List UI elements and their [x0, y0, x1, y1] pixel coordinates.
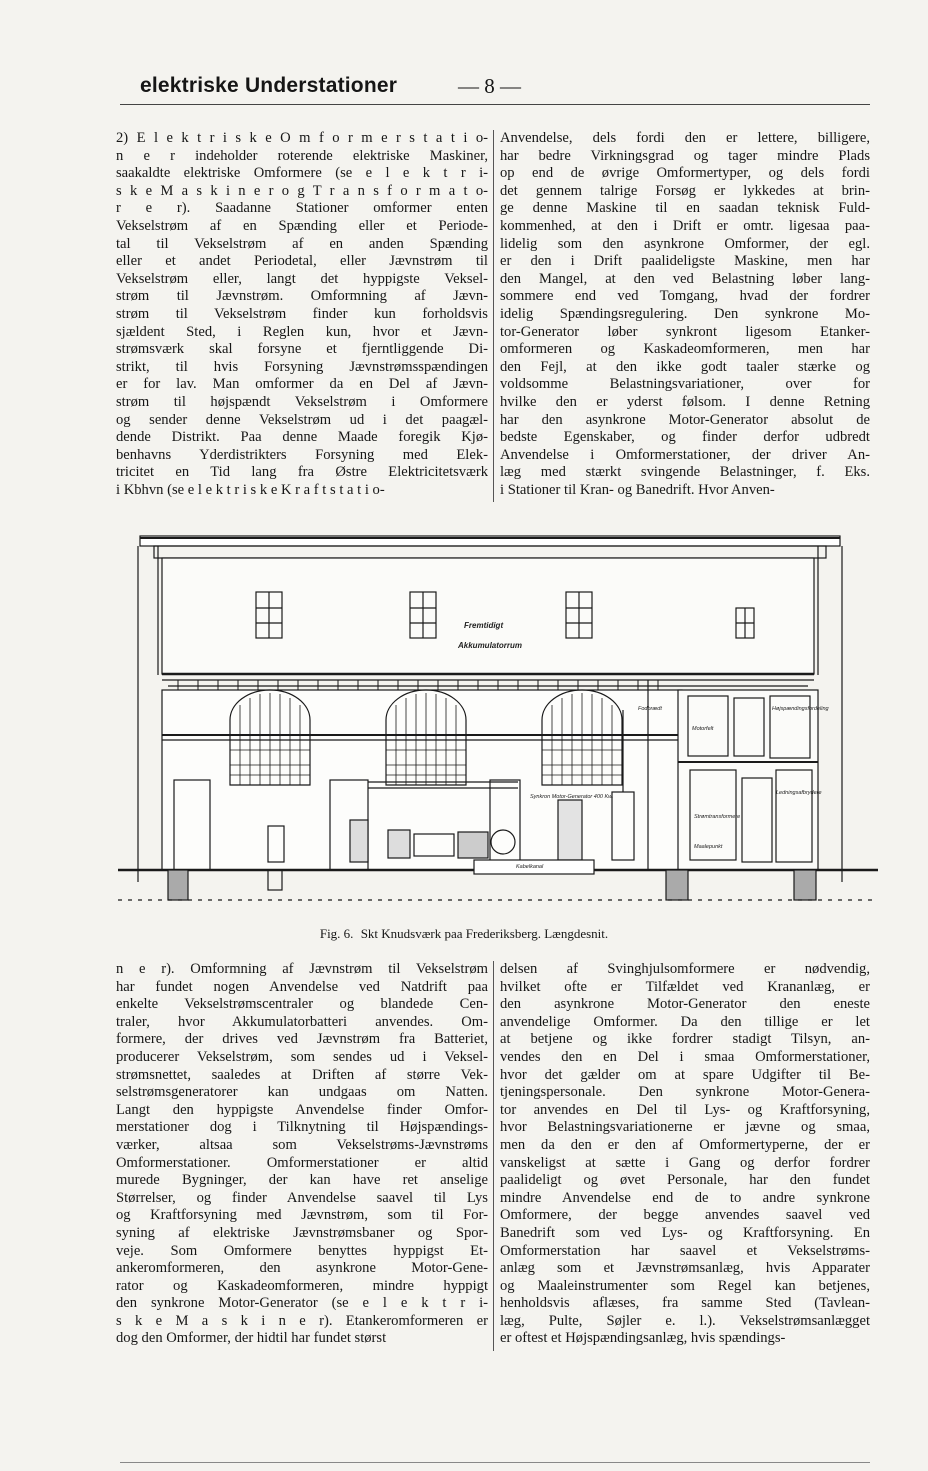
top-right-column-line: læg med stærkt svingende Belastninger, f. Eks.: [500, 464, 870, 481]
figure-caption-text: Skt Knudsværk paa Frederiksberg. Længdesnit.: [360, 926, 609, 941]
figure-number: Fig. 6.: [319, 926, 354, 941]
top-right-column-line: har den asynkrone Motor-Generator absolut de: [500, 411, 870, 428]
bottom-left-column-line: ankeromformeren, den asynkrone Motor-Gene-: [116, 1260, 488, 1277]
bottom-left-column-line: rator og Kaskadeomformeren, mindre hyppigt: [116, 1277, 488, 1294]
switchgear-section: [678, 690, 818, 870]
page-header: [0, 72, 928, 102]
bottom-left-column-line: veje. Som Omformere benyttes hyppigst Et-: [116, 1242, 488, 1259]
top-left-column-line: n e r indeholder roterende elektriske Maskiner,: [116, 147, 488, 164]
bottom-right-column-line: delsen af Svinghjulsomformere er nødvendig,: [500, 961, 870, 977]
bottom-right-column-line: anvendelige Omformer. Da den tillige er let: [500, 1013, 870, 1030]
top-left-column-line: strøm til Vekselstrøm finder kun forholdsvis: [116, 305, 488, 322]
bottom-right-column-line: mindre Anvendelse end de to andre synkrone: [500, 1189, 870, 1206]
top-left-column-line: tal til Vekselstrøm af en anden Spænding: [116, 235, 488, 252]
top-left-column-line: strømsværk skal forsyne et fjerntliggende Di-: [116, 341, 488, 358]
top-left-column-line: s k e M a s k i n e r o g T r a n s f o r m a t o-: [116, 182, 488, 199]
top-left-column-line: Vekselstrøm eller, langt det hyppigste Veksel-: [116, 270, 488, 287]
bottom-left-column-line: har fundet nogen Anvendelse ved Natdrift paa: [116, 978, 488, 995]
top-right-column-line: voldsomme Belastningsvariationer, over for: [500, 376, 870, 393]
bottom-right-column-line: Omformere, der begge anvendes saavel ved: [500, 1207, 870, 1224]
top-left-column-line: tricitet en Tid lang fra Østre Elektricitetsværk: [116, 464, 488, 481]
top-right-column-line: kommenhed, at den i Drift er omtr. ligesaa paa-: [500, 217, 870, 234]
label-motor-generator: Synkron Motor-Generator 400 Kw.: [530, 794, 614, 800]
page-number: — 8 —: [458, 74, 521, 98]
top-left-column-line: strikt, til hvis Forsyning Jævnstrømsspændingen: [116, 358, 488, 375]
bottom-right-column-line: paalideligt og øvet Personale, har den fundet: [500, 1172, 870, 1189]
bottom-right-column-line: og Maaleinstrumenter som Regel kan betjenes,: [500, 1277, 870, 1294]
bottom-right-column-line: tjeningspersonale. Den synkrone Motor-Genera-: [500, 1084, 870, 1101]
bottom-right-column-line: er oftest et Højspændingsanlæg, hvis spændings-: [500, 1330, 786, 1347]
top-right-column-line: Anvendelse, dels fordi den er lettere, billigere,: [500, 130, 870, 146]
bottom-left-column-line: og Kraftforsyning med Jævnstrøm, som til For-: [116, 1207, 488, 1224]
top-right-column-line: bedste Egenskaber, og finder derfor udbredt: [500, 429, 870, 446]
top-left-column-line: eller et andet Periodetal, eller Jævnstrøm til: [116, 253, 488, 270]
label-motorfelt: Motorfelt: [692, 726, 714, 732]
top-left-column-line: strøm til Jævnstrøm. Omformning af Jævn-: [116, 288, 488, 305]
top-left-column-line: og sender denne Vekselstrøm ud i det paagæl-: [116, 411, 488, 428]
top-right-column-line: den Fejl, at den ikke godt taaler stærke og: [500, 358, 870, 375]
top-left-column-line: saakaldte elektriske Omformere (se e l e k t r i-: [116, 165, 488, 182]
bottom-rule: [120, 1462, 870, 1463]
column-divider-bottom: [493, 961, 494, 1351]
top-left-column-line: er for lav. Man omformer da en Del af Jævn-: [116, 376, 488, 393]
top-left-column-line: Vekselstrøm af en Spænding eller et Periode-: [116, 217, 488, 234]
top-right-column-line: Anvendelse i Omformerstationer, der driver An-: [500, 446, 870, 463]
bottom-right-column-line: Omformerstation har saavel et Vekselstrøms-: [500, 1242, 870, 1259]
top-left-column-line: benhavns Yderdistrikters Forsyning med Elek-: [116, 446, 488, 463]
bottom-left-column-line: traler, hvor Akkumulatorbatteri anvendes. Om-: [116, 1013, 488, 1030]
top-left-column: [116, 130, 488, 499]
bottom-left-column-line: producerer Vekselstrøm, som sendes ud i Veksel-: [116, 1048, 488, 1065]
bottom-left-column-line: n e r). Omformning af Jævnstrøm til Vekselstrøm: [116, 961, 488, 977]
building-section-drawing: [118, 530, 878, 922]
bottom-right-column-line: tor anvendes en Del til Lys- og Kraftforsyning,: [500, 1101, 870, 1118]
top-right-column-line: omformeren og Kaskadeomformeren, men har: [500, 341, 870, 358]
top-left-column-line: i Kbhvn (se e l e k t r i s k e K r a f t s t a t i o-: [116, 481, 385, 498]
bottom-right-column-line: anlæg som et Jævnstrømsanlæg, hvis Apparater: [500, 1260, 870, 1277]
figure-longitudinal-section: [118, 530, 878, 922]
bottom-left-column: [116, 961, 488, 1348]
figure-caption: [0, 926, 928, 942]
bottom-left-column-line: værker, altsaa som Vekselstrøms-Jævnstrøms: [116, 1136, 488, 1153]
bottom-right-column-line: hvor det gælder om at spare Udgifter til Be-: [500, 1066, 870, 1083]
bottom-left-column-line: enkelte Vekselstrømscentraler og blandede Cen-: [116, 996, 488, 1013]
label-cable-channel: Kabelkanal: [516, 864, 544, 870]
bottom-left-column-line: den synkrone Motor-Generator (se e l e k t r i-: [116, 1295, 488, 1312]
top-right-column-line: har bedre Virkningsgrad og tager mindre Plads: [500, 147, 870, 164]
running-title: elektriske Understationer: [140, 74, 398, 97]
top-left-column-line: dende Distrikt. Paa denne Maade foregik Kjø-: [116, 429, 488, 446]
top-right-column-line: lidelig som den asynkrone Omformer, der egl.: [500, 235, 870, 252]
label-future: Fremtidigt: [464, 621, 504, 630]
bottom-left-column-line: selstrømsgeneratorer kan undgaas om Natten.: [116, 1084, 488, 1101]
bottom-right-column: [500, 961, 870, 1348]
column-divider-top: [493, 130, 494, 502]
label-accumulator-room: Akkumulatorrum: [458, 641, 523, 650]
top-left-column-line: strøm til højspændt Vekselstrøm i Omformere: [116, 393, 488, 410]
top-right-column-line: tor-Generator løber synkront ligesom Etanker-: [500, 323, 870, 340]
bottom-left-column-line: dog den Omformer, der hidtil har fundet størst: [116, 1330, 387, 1347]
label-stromtransformere: Strømtransformere: [694, 814, 741, 820]
top-right-column-line: det gennem talrige Forsøg er lykkedes at brin-: [500, 182, 870, 199]
top-left-column-line: sjældent Sted, i Reglen kun, hvor et Jævn-: [116, 323, 488, 340]
bottom-left-column-line: strømsnettet, saaledes at Driften af større Vek-: [116, 1066, 488, 1083]
bottom-left-column-line: s k e M a s k i n e r). Etankeromformeren er: [116, 1312, 488, 1329]
bottom-left-column-line: merstationer dog i Tilknytning til Højspændings-: [116, 1119, 488, 1136]
bottom-right-column-line: henholdsvis aflæses, fra samme Sted (Tavlean-: [500, 1295, 870, 1312]
top-right-column-line: den Mangel, at den ved Belastning løber lang-: [500, 270, 870, 287]
bottom-right-column-line: Banedrift som ved Lys- og Kraftforsyning. En: [500, 1224, 870, 1241]
top-right-column-line: idelig Spændingsregulering. Den synkrone Mo-: [500, 305, 870, 322]
bottom-right-column-line: at betjene og ikke fordrer stadigt Tilsyn, an-: [500, 1031, 870, 1048]
top-left-column-line: 2) E l e k t r i s k e O m f o r m e r s t a t i o-: [116, 130, 488, 146]
bottom-right-column-line: læg, Pulte, Søjler e. l.). Vekselstrømsanlægget: [500, 1312, 870, 1329]
bottom-left-column-line: Omformerstationer. Omformerstationer er altid: [116, 1154, 488, 1171]
bottom-right-column-line: den asynkrone Motor-Generator den eneste: [500, 996, 870, 1013]
bottom-right-column-line: hvor Belastningsvariationerne er jævne og smaa,: [500, 1119, 870, 1136]
bottom-right-column-line: hvilket ofte er Tilfældet ved Krananlæg, er: [500, 978, 870, 995]
label-fodbraedt: Fodbrædt: [638, 706, 662, 712]
top-right-column-line: i Stationer til Kran- og Banedrift. Hvor Anven-: [500, 481, 775, 498]
bottom-right-column-line: vanskeligst at sætte i Gang og derfor fordrer: [500, 1154, 870, 1171]
bottom-left-column-line: formere, der drives ved Jævnstrøm fra Batteriet,: [116, 1031, 488, 1048]
top-right-column-line: sommere end ved Tomgang, hvad der fordrer: [500, 288, 870, 305]
header-rule: [120, 104, 870, 105]
bottom-right-column-line: vendes den en Del i smaa Omformerstationer,: [500, 1048, 870, 1065]
bottom-left-column-line: syning af elektriske Jævnstrømsbaner og Spor-: [116, 1224, 488, 1241]
label-ledningsafbrydere: Ledningsafbrydere: [776, 790, 822, 796]
bottom-left-column-line: Størrelser, og finder Anvendelse saavel til Lys: [116, 1189, 488, 1206]
top-right-column-line: er den i Drift paalideligste Maskine, men har: [500, 253, 870, 270]
top-right-column-line: op end de øvrige Omformertyper, og dels fordi: [500, 165, 870, 182]
bottom-left-column-line: murede Bygninger, der kan have ret anselige: [116, 1172, 488, 1189]
bottom-right-column-line: men da den er den af Omformertyperne, der er: [500, 1136, 870, 1153]
label-maalepunkt: Maalepunkt: [694, 844, 723, 850]
top-right-column: [500, 130, 870, 499]
label-hojspaending: Højspændingsfordeling: [772, 706, 829, 712]
bottom-left-column-line: Langt den hyppigste Anvendelse finder Omfor-: [116, 1101, 488, 1118]
top-right-column-line: hvilke den er yderst følsom. I denne Retning: [500, 393, 870, 410]
top-right-column-line: ge denne Maskine til en saadan teknisk Fuld-: [500, 200, 870, 217]
top-left-column-line: r e r). Saadanne Stationer omformer enten: [116, 200, 488, 217]
